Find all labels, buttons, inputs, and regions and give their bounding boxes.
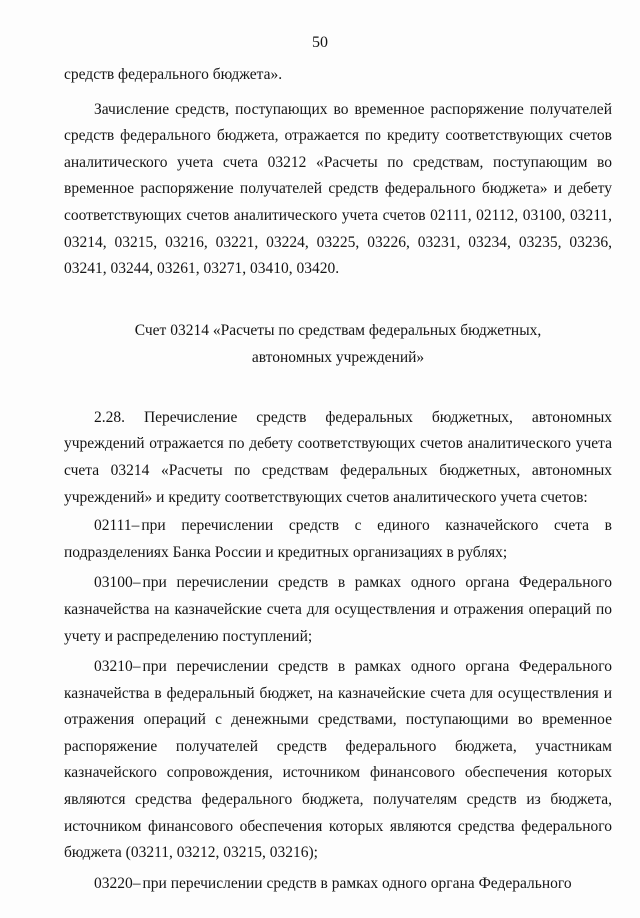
account-code: 03210	[94, 658, 133, 676]
paragraph-crediting: Зачисление средств, поступающих во временное распоряжение получателей средств федерального бюджета, отражается по кредиту соответствующих счетов аналитического учета счета 03212 «Расчеты по средствам, поступающим во временное распоряжение получателей средств федерального бюджета» и дебету соответствующих счетов аналитического учета счетов 02111, 02112, 03100, 03211, 03214, 03215, 03216, 03221, 03224, 03225, 03226, 03231, 03234, 03235, 03236, 03241, 03244, 03261, 03271, 03410, 03420.	[64, 100, 612, 278]
document-body	[64, 62, 612, 897]
account-code: 03220	[94, 874, 133, 892]
list-item-text: при перечислении средств в рамках одного органа Федерального казначейства на казначейские счета для осуществления и отражения операций по учету и распределению поступлений;	[64, 574, 612, 645]
paragraph-clause-2-28: 2.28. Перечисление средств федеральных бюджетных, автономных учреждений отражается по дебету соответствующих счетов аналитического учета счета 03214 «Расчеты по средствам федеральных бюджетных, автономных учреждений» и кредиту соответствующих счетов аналитического учета счетов:	[64, 408, 612, 506]
dash: –	[132, 574, 141, 592]
page-number: 50	[312, 34, 328, 51]
section-heading: Счет 03214 «Расчеты по средствам федеральных бюджетных, автономных учреждений»	[134, 321, 542, 366]
account-code: 02111	[94, 517, 132, 535]
list-item	[64, 871, 612, 898]
dash: –	[131, 517, 140, 535]
list-item	[64, 654, 612, 867]
list-item-text: при перечислении средств в рамках одного органа Федерального	[142, 874, 572, 892]
dash: –	[132, 658, 141, 676]
account-code: 03100	[94, 574, 133, 592]
dash: –	[132, 874, 141, 892]
list-item	[64, 513, 612, 566]
paragraph-continuation: средств федерального бюджета».	[64, 66, 283, 83]
list-item	[64, 570, 612, 650]
list-item-text: при перечислении средств с единого казначейского счета в подразделениях Банка России и кредитных организациях в рублях;	[64, 517, 612, 561]
list-item-text: при перечислении средств в рамках одного органа Федерального казначейства в федеральный бюджет, на казначейские счета для осуществления и отражения операций с денежными средствами, поступающими во временное распоряжение получателей средств федерального бюджета, участникам казначейского сопровождения, источником финансового обеспечения которых являются средства федерального бюджета, получателям средств из бюджета, источником финансового обеспечения которых являются средства федерального бюджета (03211, 03212, 03215, 03216);	[64, 658, 612, 862]
